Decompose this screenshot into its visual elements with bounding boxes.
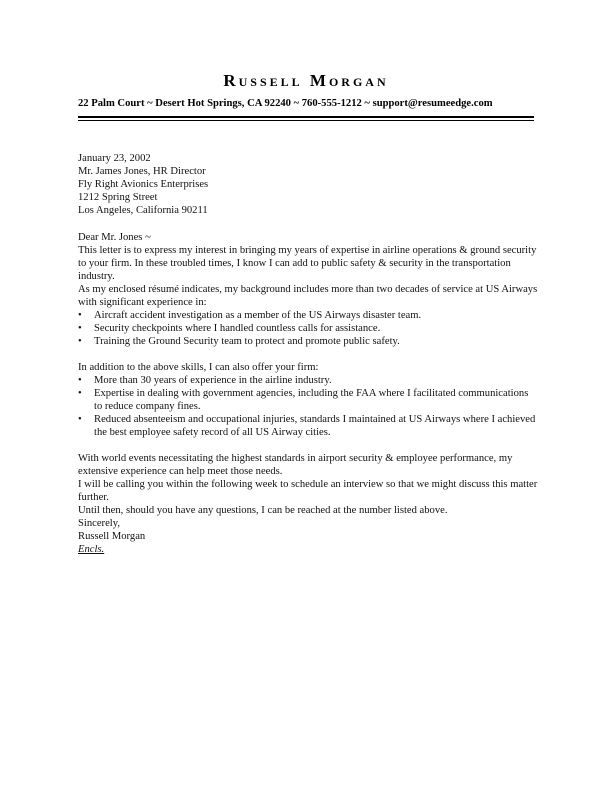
list-item: • Security checkpoints where I handled countless calls for assistance. [78,323,381,334]
letter-body [78,152,538,556]
bullet-icon: • [78,375,82,386]
list-item: • Training the Ground Security team to protect and promote public safety. [78,336,400,347]
closing: Sincerely, [78,518,120,529]
letter-date: January 23, 2002 [78,153,151,164]
recipient-line: Los Angeles, California 90211 [78,205,208,216]
bullet-icon: • [78,336,82,347]
recipient-line: Mr. James Jones, HR Director [78,166,206,177]
header-rule-thin [78,120,534,121]
bullet-icon: • [78,388,82,399]
paragraph-background: As my enclosed résumé indicates, my background includes more than two decades of service at US Airways with significant experience in: [78,284,538,308]
enclosure-note: Encls. [78,544,105,555]
paragraph-intro: This letter is to express my interest in bringing my years of expertise in airline operations & ground security to your firm. In these troubled times, I know I can add to public safety & security in the transportation industry. [78,245,537,282]
paragraph-followup: I will be calling you within the following week to schedule an interview so that we might discuss this matter further. [78,479,538,503]
paragraph-additional: In addition to the above skills, I can also offer your firm: [78,362,319,373]
paragraph-contact: Until then, should you have any questions, I can be reached at the number listed above. [78,505,448,516]
salutation: Dear Mr. Jones ~ [78,232,151,243]
list-item: • Aircraft accident investigation as a member of the US Airways disaster team. [78,310,422,321]
recipient-line: Fly Right Avionics Enterprises [78,179,209,190]
paragraph-world-events: With world events necessitating the highest standards in airport security & employee performance, my extensive experience can help meet those needs. [78,453,513,477]
sender-contact-line: 22 Palm Court ~ Desert Hot Springs, CA 92240 ~ 760-555-1212 ~ support@resumeedge.com [78,98,493,109]
offer-list [78,374,538,439]
recipient-line: 1212 Spring Street [78,192,158,203]
bullet-icon: • [78,414,82,425]
recipient-address [78,165,538,217]
experience-list [78,309,538,348]
bullet-icon: • [78,310,82,321]
list-item: • More than 30 years of experience in the airline industry. [78,375,332,386]
list-item: • Expertise in dealing with government agencies, including the FAA where I facilitated communications to reduce company fines. [78,388,529,412]
header-rule-thick [78,116,534,118]
list-item: • Reduced absenteeism and occupational injuries, standards I maintained at US Airways where I achieved the best employee safety record of all US Airway cities. [78,414,536,438]
signer-name: Russell Morgan [78,531,146,542]
sender-name: Russell Morgan [223,71,389,90]
bullet-icon: • [78,323,82,334]
